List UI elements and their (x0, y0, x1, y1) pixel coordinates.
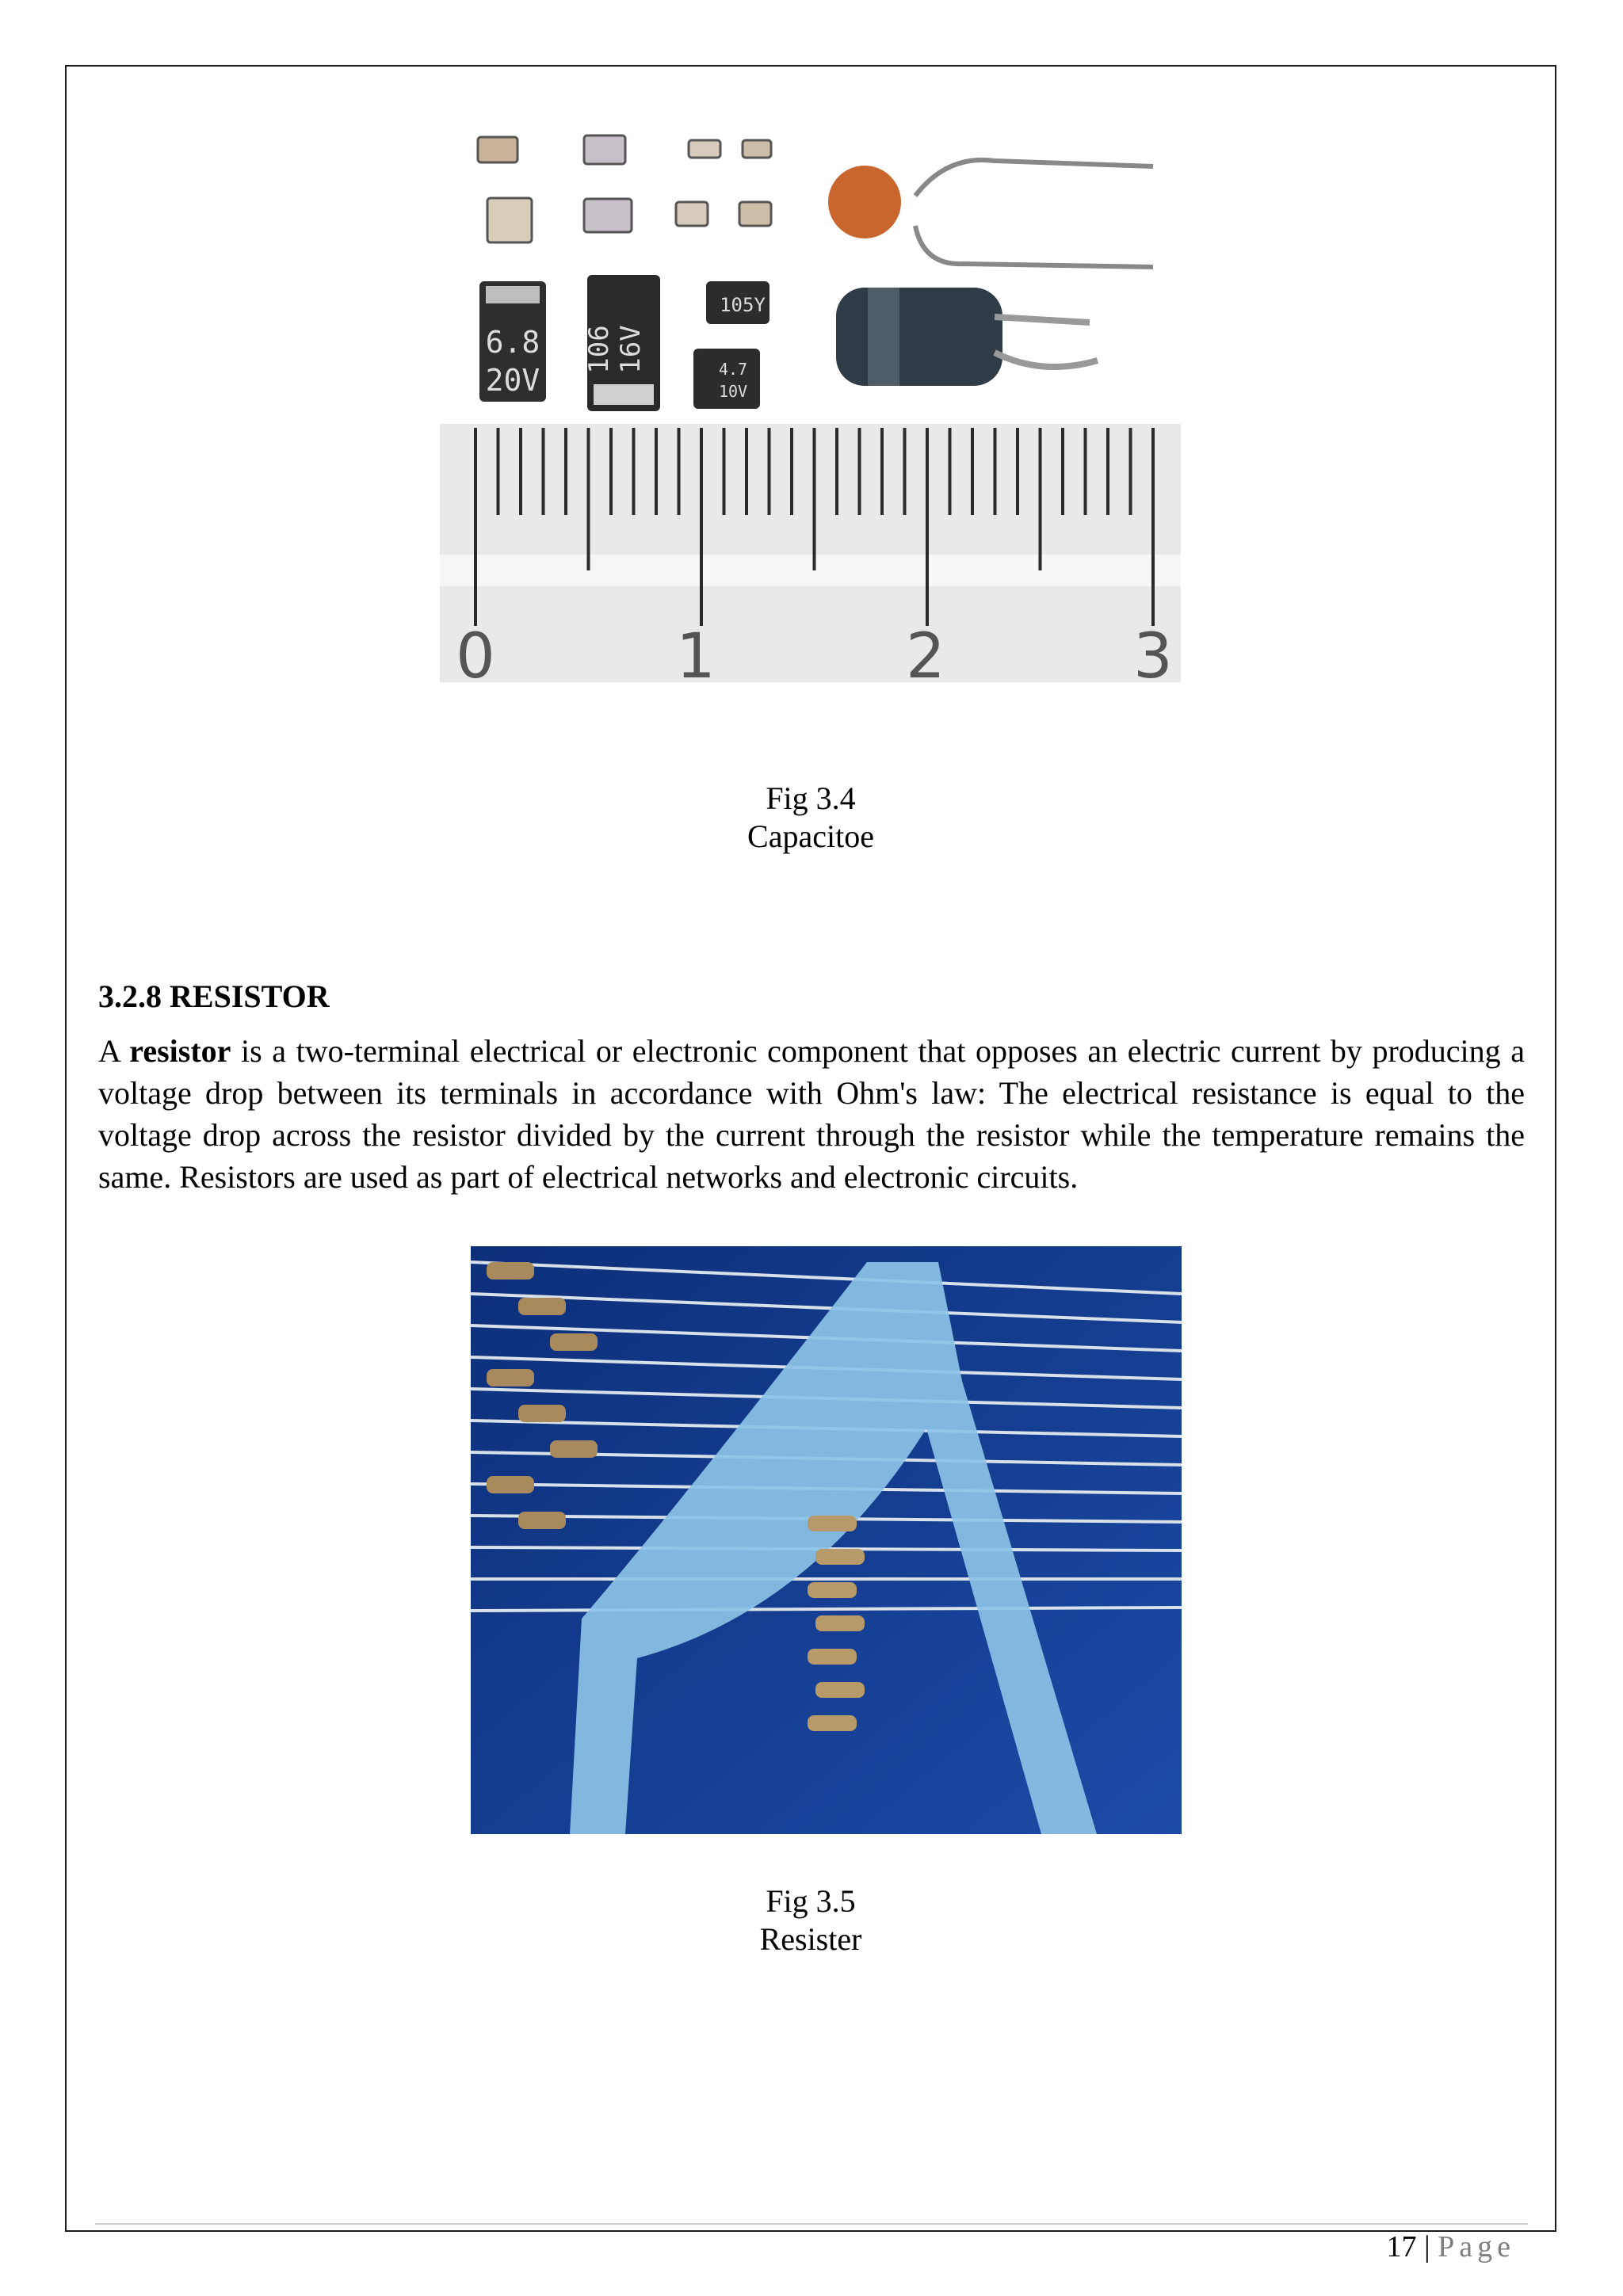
footer-rule (95, 2223, 1528, 2225)
chip-label-105y: 105Y (720, 294, 766, 316)
para-lead: A (98, 1033, 130, 1069)
chip-label-16v: 16V (615, 325, 647, 374)
caption-title: Resister (759, 1921, 862, 1957)
resistor-body (518, 1298, 566, 1315)
resistor-body (815, 1682, 865, 1698)
resistor-body (487, 1369, 534, 1386)
resistor-body (550, 1440, 598, 1458)
caption-title: Capacitoe (747, 818, 874, 854)
resistor-body (815, 1615, 865, 1631)
resistor-body (518, 1512, 566, 1529)
resistor-body (487, 1476, 534, 1493)
ruler-label-0: 0 (456, 621, 495, 682)
ruler-label-2: 2 (906, 621, 945, 682)
figure-3-5-caption (65, 1882, 1556, 1958)
chip-label-106: 106 (583, 325, 615, 374)
resistor-body (487, 1262, 534, 1280)
ruler-label-3: 3 (1133, 621, 1173, 682)
section-heading: 3.2.8 RESISTOR (98, 978, 330, 1014)
resistor-body (808, 1516, 857, 1531)
page-number: 17 (1386, 2230, 1417, 2264)
resistor-body (808, 1649, 857, 1665)
chip-label-6.8: 6.8 (485, 325, 540, 360)
chip-label-4.7: 4.7 (718, 360, 748, 379)
resistor-body (815, 1549, 865, 1565)
caption-number: Fig 3.5 (766, 1883, 856, 1919)
chip-label-10v: 10V (718, 382, 748, 401)
resistor-body (808, 1582, 857, 1598)
resistor-body (518, 1405, 566, 1422)
resistor-body (550, 1333, 598, 1351)
chip-label-20v: 20V (485, 363, 540, 398)
figure-3-4-caption (65, 780, 1556, 856)
para-bold-term: resistor (129, 1033, 231, 1069)
caption-number: Fig 3.4 (766, 780, 856, 816)
page-footer (1387, 2228, 1515, 2266)
para-body: is a two-terminal electrical or electronic component that opposes an electric current by producing a voltage drop between its terminals in accordance with Ohm's law: The electrical resistance is equal to the voltage drop across the resistor divided by the current through the resistor while the temperature remains the same. Resistors are used as part of electrical networks and electronic circuits. (98, 1033, 1526, 1195)
ruler-label-1: 1 (676, 621, 716, 682)
resistor-photo (471, 1246, 1182, 1834)
resistor-paragraph (98, 1030, 1525, 1198)
capacitor-photo (440, 123, 1181, 682)
resistor-body (808, 1715, 857, 1731)
page-label: Page (1438, 2230, 1515, 2264)
footer-separator: | (1424, 2230, 1430, 2264)
